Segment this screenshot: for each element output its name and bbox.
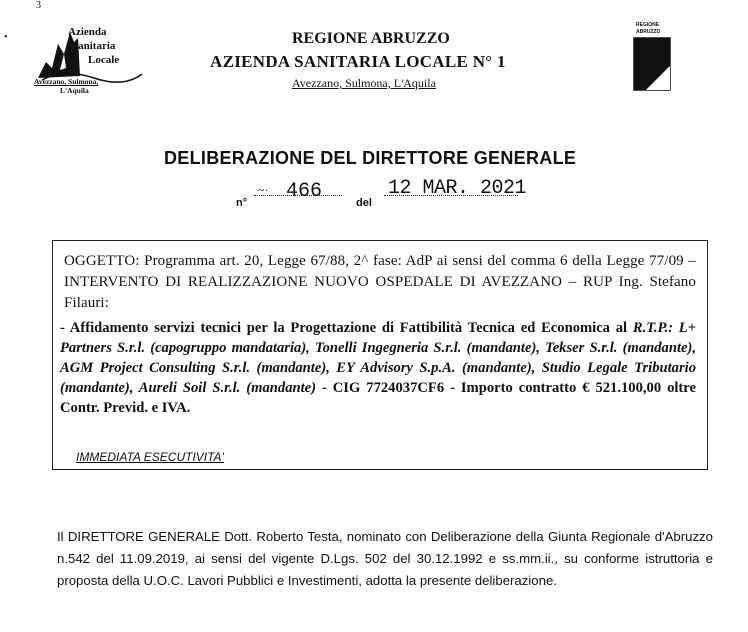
subject-affidamento <box>60 318 696 418</box>
immediata-esecutivita: IMMEDIATA ESECUTIVITA' <box>76 450 224 464</box>
asl-logo-line3: Locale <box>88 54 120 66</box>
header-agency: AZIENDA SANITARIA LOCALE N° 1 <box>210 52 506 71</box>
header-region: REGIONE ABRUZZO <box>292 30 450 47</box>
date-value: 12 MAR. 2021 <box>388 177 527 200</box>
number-value: 466 <box>286 180 323 203</box>
regione-logo-caption2: ABRUZZO <box>636 29 661 35</box>
number-label: n° <box>236 197 248 209</box>
corner-mark: 3 <box>36 0 41 11</box>
regione-logo-caption1: REGIONE <box>636 22 660 28</box>
deliberation-title: DELIBERAZIONE DEL DIRETTORE GENERALE <box>164 148 577 168</box>
asl-logo-sub1: Avezzano, Sulmona, <box>34 77 99 86</box>
asl-logo-sub2: L'Aquila <box>60 86 89 95</box>
asl-logo-line1: Azienda <box>68 26 107 38</box>
regione-abruzzo-logo-icon <box>632 36 672 92</box>
affidamento-part3: - CIG 7724037CF6 - Importo contratto € 521.100,00 oltre Contr. Previd. e IVA. <box>60 380 696 416</box>
stray-dot: • <box>4 32 8 43</box>
header-cities: Avezzano, Sulmona, L'Aquila <box>292 76 436 90</box>
subject-oggetto: OGGETTO: Programma art. 20, Legge 67/88, 2^ fase: AdP ai sensi del comma 6 della Legge 77/09 – INTERVENTO DI REALIZZAZIONE NUOVO OSPEDALE DI AVEZZANO – RUP Ing. Stefano Filauri: <box>64 253 696 311</box>
affidamento-part1: - Affidamento servizi tecnici per la Progettazione di Fattibilità Tecnica ed Economica al <box>60 320 633 336</box>
affidamento-part2: R.T.P.: L+ Partners S.r.l. (capogruppo mandataria), Tonelli Ingegneria S.r.l. (mandante), Tekser S.r.l. (mandante), AGM Project Consulting S.r.l. (mandante), EY Advisory S.p.A. (mandante), Studio Legale Tributario (mandante), Aureli Soil S.r.l. (mandante) <box>60 320 696 396</box>
body-paragraph: Il DIRETTORE GENERALE Dott. Roberto Testa, nominato con Deliberazione della Giunta Regionale d'Abruzzo n.542 del 11.09.2019, ai sensi del vigente D.Lgs. 502 del 30.12.1992 e ss.mm.ii., su conforme istruttoria e proposta della U.O.C. Lavori Pubblici e Investimenti, adotta la presente deliberazione. <box>57 529 713 588</box>
date-label: del <box>356 197 372 209</box>
handwritten-mark: ~· <box>258 183 269 197</box>
asl-logo-line2: Sanitaria <box>72 40 116 52</box>
